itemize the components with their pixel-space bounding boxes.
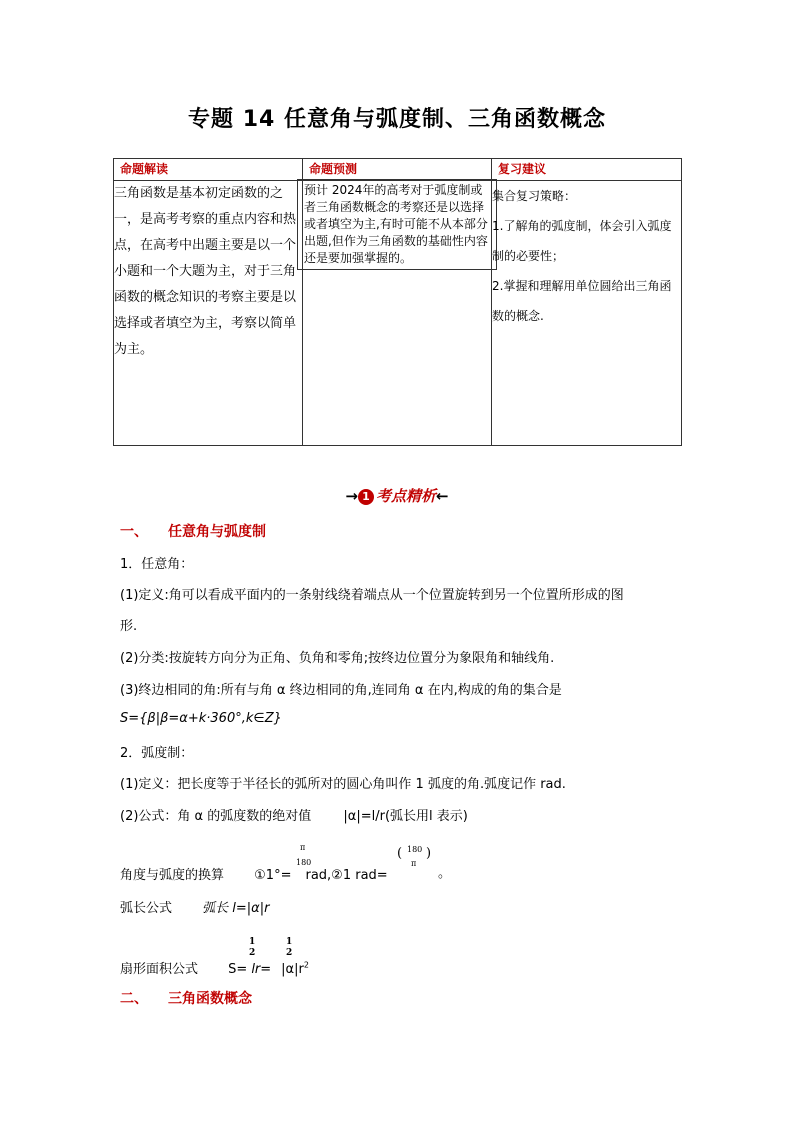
frac-180-bottom: 180 <box>296 858 312 867</box>
heading-1 <box>120 521 266 541</box>
text-line: 形. <box>120 619 138 634</box>
sector-area-lr: lr= <box>251 962 272 977</box>
arc-length-label: 弧长公式 <box>120 901 173 916</box>
conversion-label: 角度与弧度的换算 <box>120 868 225 883</box>
paren-frac-top: 180 <box>407 845 423 854</box>
page-title: 专题 14 任意角与弧度制、三角函数概念 <box>188 107 606 132</box>
prediction-cell <box>303 181 492 446</box>
header-suggestion: 复习建议 <box>492 159 682 181</box>
text-line: (3)终边相同的角:所有与角 α 终边相同的角,连同角 α 在内,构成的角的集合是 <box>120 683 562 698</box>
conversion-line <box>120 864 388 883</box>
suggestion-line-1: 集合复习策略： <box>492 189 577 203</box>
text-line: 2．弧度制： <box>120 746 194 761</box>
header-prediction: 命题预测 <box>303 159 492 181</box>
arrow-right-icon: → <box>345 487 358 505</box>
half-num-2: 1 <box>286 937 293 947</box>
paren-frac-bottom: π <box>411 859 417 868</box>
heading-1-number: 一、 <box>120 524 148 540</box>
half-num-1: 1 <box>249 937 256 947</box>
section-label: 考点精析 <box>375 487 436 505</box>
heading-2 <box>120 988 252 1008</box>
arrow-left-icon: ← <box>436 487 449 505</box>
suggestion-cell <box>492 181 682 446</box>
paren-left: ( <box>397 846 403 861</box>
arc-length-line <box>120 897 269 916</box>
text-line: 1．任意角： <box>120 557 194 572</box>
heading-2-text: 三角函数概念 <box>168 991 252 1007</box>
intro-table <box>113 158 682 446</box>
arc-length-formula: 弧长 l=|α|r <box>202 901 270 916</box>
suggestion-line-2: 1.了解角的弧度制，体会引入弧度制的必要性； <box>492 219 672 263</box>
paren-right: ) <box>426 846 432 861</box>
section-heading <box>0 485 794 506</box>
suggestion-line-3: 2.掌握和理解用单位圆给出三角函数的概念. <box>492 279 672 323</box>
heading-1-text: 任意角与弧度制 <box>168 524 266 540</box>
exponent-2: 2 <box>303 960 309 970</box>
text-line: (1)定义:角可以看成平面内的一条射线绕着端点从一个位置旋转到另一个位置所形成的图 <box>120 588 624 603</box>
set-formula: S={β|β=α+k·360°,k∈Z} <box>120 711 282 726</box>
sector-area-s: S= <box>228 962 248 977</box>
text-line: (1)定义：把长度等于半径长的弧所对的圆心角叫作 1 弧度的角.弧度记作 rad. <box>120 777 566 792</box>
formula-label: (2)公式：角 α 的弧度数的绝对值 <box>120 809 312 824</box>
section-number-badge: 1 <box>358 489 374 505</box>
period-mark: 。 <box>438 866 452 881</box>
sector-area-alpha: |α|r <box>281 962 304 977</box>
sector-area-label: 扇形面积公式 <box>120 962 199 977</box>
table-body-row <box>114 181 682 446</box>
sector-area-line <box>120 958 309 977</box>
conversion-1: ①1°= <box>254 868 292 883</box>
prediction-text: 预计 2024年的高考对于弧度制或者三角函数概念的考察还是以选择或者填空为主,有时可能不从本部分出题,但作为三角函数的基础性内容还是要加强掌握的。 <box>297 179 497 270</box>
half-den-1: 2 <box>249 948 256 958</box>
table-header-row <box>114 159 682 181</box>
header-interpretation: 命题解读 <box>114 159 303 181</box>
conversion-2: rad,②1 rad= <box>305 868 388 883</box>
text-line <box>120 805 468 824</box>
frac-pi-top: π <box>300 843 306 852</box>
text-line: (2)分类:按旋转方向分为正角、负角和零角;按终边位置分为象限角和轴线角. <box>120 651 555 666</box>
half-den-2: 2 <box>286 948 293 958</box>
interpretation-cell: 三角函数是基本初定函数的之一，是高考考察的重点内容和热点，在高考中出题主要是以一个小题和一个大题为主，对于三角函数的概念知识的考察主要是以选择或者填空为主，考察以简单为主。 <box>114 181 303 446</box>
heading-2-number: 二、 <box>120 991 148 1007</box>
radian-formula: |α|=l/r(弧长用l 表示) <box>343 809 468 824</box>
